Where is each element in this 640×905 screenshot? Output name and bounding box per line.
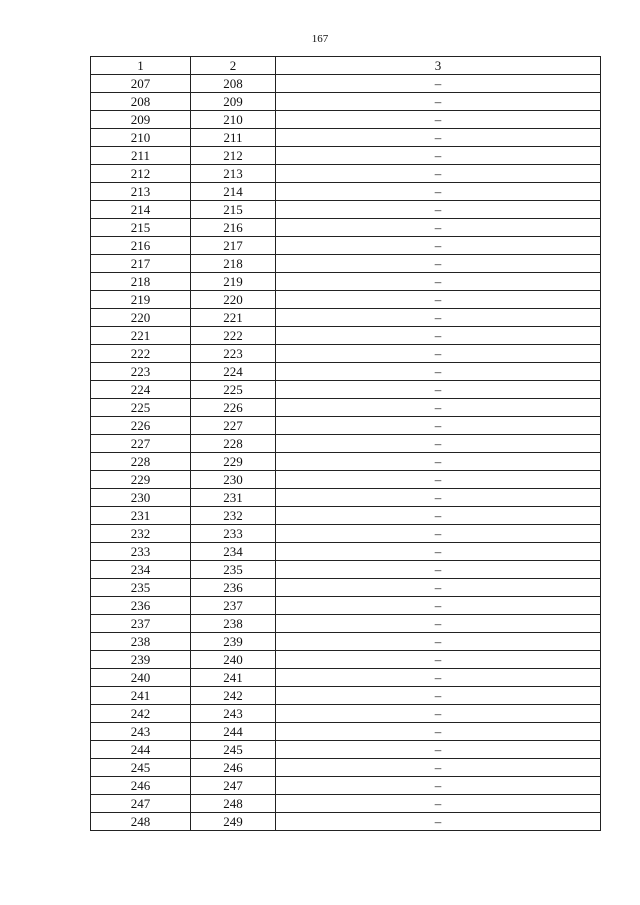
table-cell-col-1: 214 (91, 201, 191, 219)
table-row (91, 327, 601, 345)
table-cell-col-1: 227 (91, 435, 191, 453)
table-cell-col-1: 211 (91, 147, 191, 165)
table-cell-col-3: – (276, 201, 601, 219)
table-row (91, 723, 601, 741)
table-cell-col-3: – (276, 813, 601, 831)
table-cell-col-3: – (276, 165, 601, 183)
table-cell-col-1: 208 (91, 93, 191, 111)
table-cell-col-3: – (276, 453, 601, 471)
table-cell-col-1: 220 (91, 309, 191, 327)
table-row (91, 93, 601, 111)
table-row (91, 255, 601, 273)
column-header-1: 1 (91, 57, 191, 75)
table-row (91, 201, 601, 219)
table-cell-col-3: – (276, 399, 601, 417)
table-body (91, 75, 601, 831)
table-cell-col-2: 240 (191, 651, 276, 669)
column-header-2: 2 (191, 57, 276, 75)
table-row (91, 147, 601, 165)
table-cell-col-1: 217 (91, 255, 191, 273)
table-cell-col-3: – (276, 381, 601, 399)
table-cell-col-2: 233 (191, 525, 276, 543)
table-cell-col-2: 248 (191, 795, 276, 813)
table-row (91, 399, 601, 417)
table-cell-col-3: – (276, 687, 601, 705)
table-cell-col-2: 231 (191, 489, 276, 507)
table-cell-col-2: 225 (191, 381, 276, 399)
table-row (91, 615, 601, 633)
table-cell-col-3: – (276, 219, 601, 237)
table-cell-col-3: – (276, 435, 601, 453)
table-row (91, 417, 601, 435)
table-cell-col-2: 217 (191, 237, 276, 255)
table-cell-col-2: 215 (191, 201, 276, 219)
table-cell-col-1: 246 (91, 777, 191, 795)
table-cell-col-2: 209 (191, 93, 276, 111)
header-row (91, 57, 601, 75)
table-header (91, 57, 601, 75)
table-cell-col-3: – (276, 633, 601, 651)
table-cell-col-3: – (276, 111, 601, 129)
table-cell-col-2: 236 (191, 579, 276, 597)
table-cell-col-2: 249 (191, 813, 276, 831)
table-row (91, 741, 601, 759)
table-cell-col-3: – (276, 597, 601, 615)
table-row (91, 471, 601, 489)
table-cell-col-1: 232 (91, 525, 191, 543)
table-cell-col-1: 236 (91, 597, 191, 615)
table-cell-col-2: 235 (191, 561, 276, 579)
table-cell-col-3: – (276, 561, 601, 579)
table-row (91, 525, 601, 543)
table-cell-col-3: – (276, 93, 601, 111)
table-row (91, 291, 601, 309)
table-cell-col-2: 221 (191, 309, 276, 327)
table-row (91, 651, 601, 669)
table-cell-col-3: – (276, 237, 601, 255)
table-cell-col-1: 239 (91, 651, 191, 669)
page-number: 167 (311, 33, 329, 45)
table-row (91, 183, 601, 201)
table-row (91, 579, 601, 597)
table-cell-col-1: 219 (91, 291, 191, 309)
table-cell-col-1: 224 (91, 381, 191, 399)
table-cell-col-3: – (276, 705, 601, 723)
table-cell-col-2: 223 (191, 345, 276, 363)
table-cell-col-1: 216 (91, 237, 191, 255)
table-cell-col-1: 235 (91, 579, 191, 597)
table-row (91, 561, 601, 579)
table-cell-col-3: – (276, 615, 601, 633)
table-row (91, 345, 601, 363)
table-cell-col-1: 247 (91, 795, 191, 813)
table-cell-col-1: 226 (91, 417, 191, 435)
table-cell-col-3: – (276, 291, 601, 309)
table-cell-col-2: 227 (191, 417, 276, 435)
table-cell-col-3: – (276, 777, 601, 795)
table-cell-col-3: – (276, 543, 601, 561)
table-cell-col-3: – (276, 741, 601, 759)
table-cell-col-2: 208 (191, 75, 276, 93)
table-cell-col-3: – (276, 129, 601, 147)
table-row (91, 75, 601, 93)
table-cell-col-3: – (276, 309, 601, 327)
table-cell-col-3: – (276, 669, 601, 687)
table-cell-col-1: 210 (91, 129, 191, 147)
table-cell-col-2: 216 (191, 219, 276, 237)
table-cell-col-1: 230 (91, 489, 191, 507)
table-cell-col-2: 246 (191, 759, 276, 777)
table-cell-col-3: – (276, 507, 601, 525)
table-cell-col-2: 230 (191, 471, 276, 489)
table-cell-col-1: 207 (91, 75, 191, 93)
table-cell-col-1: 222 (91, 345, 191, 363)
table-cell-col-2: 218 (191, 255, 276, 273)
table-cell-col-2: 210 (191, 111, 276, 129)
table-row (91, 129, 601, 147)
table-row (91, 309, 601, 327)
table-row (91, 237, 601, 255)
table-cell-col-1: 218 (91, 273, 191, 291)
table-row (91, 435, 601, 453)
table-row (91, 813, 601, 831)
table-cell-col-2: 222 (191, 327, 276, 345)
table-cell-col-1: 231 (91, 507, 191, 525)
table-cell-col-3: – (276, 723, 601, 741)
table-cell-col-1: 238 (91, 633, 191, 651)
table-cell-col-3: – (276, 579, 601, 597)
table-cell-col-3: – (276, 417, 601, 435)
table-row (91, 489, 601, 507)
table-row (91, 759, 601, 777)
table-cell-col-1: 212 (91, 165, 191, 183)
table-cell-col-2: 212 (191, 147, 276, 165)
table-cell-col-1: 240 (91, 669, 191, 687)
table-cell-col-1: 213 (91, 183, 191, 201)
table-cell-col-3: – (276, 147, 601, 165)
table-row (91, 165, 601, 183)
table-cell-col-1: 225 (91, 399, 191, 417)
table-cell-col-1: 244 (91, 741, 191, 759)
table-row (91, 219, 601, 237)
table-row (91, 705, 601, 723)
table-row (91, 777, 601, 795)
table-cell-col-2: 234 (191, 543, 276, 561)
table-row (91, 453, 601, 471)
table-cell-col-1: 245 (91, 759, 191, 777)
table-row (91, 795, 601, 813)
table-row (91, 543, 601, 561)
table-cell-col-3: – (276, 273, 601, 291)
table-cell-col-2: 245 (191, 741, 276, 759)
table-cell-col-2: 214 (191, 183, 276, 201)
table-cell-col-2: 237 (191, 597, 276, 615)
table-row (91, 633, 601, 651)
table-cell-col-1: 233 (91, 543, 191, 561)
table-row (91, 669, 601, 687)
table-cell-col-2: 244 (191, 723, 276, 741)
table-cell-col-2: 224 (191, 363, 276, 381)
table-cell-col-3: – (276, 489, 601, 507)
table-row (91, 111, 601, 129)
table-cell-col-3: – (276, 759, 601, 777)
table-cell-col-2: 239 (191, 633, 276, 651)
table-cell-col-3: – (276, 525, 601, 543)
table-row (91, 507, 601, 525)
table-cell-col-2: 228 (191, 435, 276, 453)
table-cell-col-2: 220 (191, 291, 276, 309)
table-cell-col-3: – (276, 183, 601, 201)
table-cell-col-1: 228 (91, 453, 191, 471)
table-cell-col-3: – (276, 363, 601, 381)
table-cell-col-2: 243 (191, 705, 276, 723)
table-row (91, 363, 601, 381)
table-cell-col-3: – (276, 345, 601, 363)
table-cell-col-2: 241 (191, 669, 276, 687)
table-cell-col-2: 229 (191, 453, 276, 471)
table-cell-col-3: – (276, 327, 601, 345)
table-cell-col-2: 219 (191, 273, 276, 291)
table-cell-col-1: 243 (91, 723, 191, 741)
table-row (91, 597, 601, 615)
table-cell-col-3: – (276, 651, 601, 669)
table-row (91, 687, 601, 705)
table-cell-col-1: 242 (91, 705, 191, 723)
column-header-3: 3 (276, 57, 601, 75)
table-cell-col-1: 221 (91, 327, 191, 345)
table-cell-col-2: 242 (191, 687, 276, 705)
table-cell-col-2: 211 (191, 129, 276, 147)
table-cell-col-1: 248 (91, 813, 191, 831)
table-cell-col-1: 241 (91, 687, 191, 705)
table-cell-col-2: 238 (191, 615, 276, 633)
table-cell-col-1: 209 (91, 111, 191, 129)
table-row (91, 273, 601, 291)
table-cell-col-2: 213 (191, 165, 276, 183)
table-cell-col-3: – (276, 75, 601, 93)
table-cell-col-3: – (276, 795, 601, 813)
table-cell-col-1: 234 (91, 561, 191, 579)
table-cell-col-1: 237 (91, 615, 191, 633)
table-cell-col-3: – (276, 471, 601, 489)
table-cell-col-1: 215 (91, 219, 191, 237)
table-cell-col-2: 226 (191, 399, 276, 417)
table-cell-col-3: – (276, 255, 601, 273)
table-cell-col-1: 223 (91, 363, 191, 381)
table-cell-col-2: 247 (191, 777, 276, 795)
table-cell-col-1: 229 (91, 471, 191, 489)
table-cell-col-2: 232 (191, 507, 276, 525)
table-row (91, 381, 601, 399)
data-table (90, 56, 601, 831)
